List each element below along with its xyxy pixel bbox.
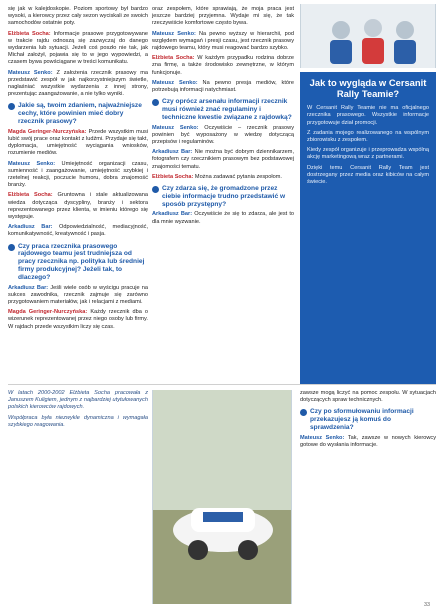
column-2 — [152, 6, 294, 229]
paragraph — [8, 70, 148, 99]
speaker-name: Elżbieta Socha: — [152, 173, 194, 180]
paragraph — [8, 192, 148, 221]
question-text: Czy oprócz arsenału informacji rzecznik musi również znać regulaminy i techniczne kwestie związane z rajdowką? — [162, 98, 292, 121]
paragraph-text: Jeśli wiele osób w wyścigu pracuje na sukces zawodnika, rzecznik zajmuje się zarówno przygotowaniem materiałów, jak i relacjami z mediami. — [8, 284, 148, 306]
speaker-name: Arkadiusz Bar: — [152, 149, 193, 156]
rally-team-photo — [300, 4, 436, 68]
paragraph: zawsze mogą liczyć na pomoc zespołu. W sytuacjach dotyczących spraw technicznych. — [300, 390, 436, 404]
info-box — [300, 72, 436, 384]
speaker-name: Mateusz Senko: — [8, 160, 56, 167]
speaker-name: Mateusz Senko: — [152, 30, 196, 37]
paragraph-text: Gruntowna i stale aktualizowana wiedza dotycząca dyscypliny, branży i sektora reprezentowanego przez klienta, w imieniu którego się występuje. — [8, 192, 148, 221]
paragraph-text: Można zadawać pytania zespołom. — [194, 173, 282, 180]
paragraph: oraz zespołem, które sprawiają, że moja praca jest jeszcze bardziej przyjemna. Wydaje mi się, że tak rzeczywiście komfortowe często bywa. — [152, 6, 294, 27]
question-bullet-icon — [8, 103, 15, 110]
paragraph-text: Oczywiście – rzecznik prasowy powinien być wyposażony w wiedzę dotyczącą przepisów i regulaminów. — [152, 124, 295, 146]
speaker-name: Mateusz Senko: — [152, 124, 199, 131]
paragraph-text: Na pewno presja mediów, które potrzebują informacji natychmiast. — [152, 79, 294, 94]
question-heading — [152, 185, 294, 208]
paragraph-text: Z założenia rzecznik prasowy ma przedstawić zespół w jak najkorzystniejszym świetle, nagłaśniać wszystkie wydarzenia z innej strony, prezentując zaangażowanie, a nie tylko wyniki. — [8, 69, 148, 98]
paragraph — [300, 435, 436, 449]
paragraph — [152, 55, 294, 77]
question-bullet-icon — [152, 99, 159, 106]
box-paragraph: W Cersanit Rally Teamie nie ma oficjalnego rzecznika prasowego. Wszystkie informacje przygotowuje dział promocji. — [307, 105, 429, 126]
speaker-name: Magda Geringer-Nurczyńska: — [8, 309, 88, 316]
paragraph — [8, 129, 148, 158]
paragraph — [8, 31, 148, 67]
question-heading — [8, 243, 148, 282]
paragraph — [152, 125, 294, 147]
paragraph-text: Odpowiedzialność, mediacyjność, komunikatywność, kreatywność i pasja. — [8, 224, 148, 238]
question-heading — [8, 102, 148, 125]
paragraph-text: Nie można być dobrym dziennikarzem, fotografem czy rzecznikiem prasowym bez podstawowej znajomości tematu. — [152, 149, 295, 170]
page-number: 33 — [424, 602, 430, 608]
paragraph — [152, 174, 294, 181]
question-heading — [300, 408, 436, 431]
team-photo-icon — [301, 4, 435, 68]
car-photo — [152, 390, 292, 604]
paragraph — [8, 309, 148, 331]
speaker-name: Mateusz Senko: — [152, 79, 198, 86]
paragraph-text: Informacje prasowe przygotowywane w trakcie rajdu odnoszą się zazwyczaj do danego wydarzenia lub sytuacji. Jeżeli coś poszło nie tak, jak Michał założył, pojawia się to w jego wypowiedzi, a czasem bywa powściągane w treści komunikatu. — [8, 30, 148, 66]
lead-text: się jak w kalejdoskopie. Poziom sportowy był bardzo wysoki, a kierowcy przez cały sezon wyciskali ze swoich samochodów ostatnie poty. — [8, 6, 148, 27]
question-text: Czy praca rzecznika prasowego rajdowego teamu jest trudniejsza od pracy rzecznika np. polityka lub średniej firmy produkcyjnej? Jeżeli tak, to dlaczego? — [18, 242, 145, 281]
paragraph — [152, 211, 294, 225]
box-paragraph: Dzięki temu Cersanit Rally Team jest dostrzegany przez media oraz kibiców na całym świecie. — [307, 164, 429, 186]
speaker-name: Mateusz Senko: — [8, 69, 53, 76]
paragraph-text: Tak, zawsze w nowych kierowcy gotowe do wysłania informacje. — [300, 434, 436, 448]
question-text: Czy po sformułowaniu informacji przekazujesz ją komuś do sprawdzenia? — [310, 408, 414, 431]
question-bullet-icon — [152, 186, 159, 193]
speaker-name: Arkadiusz Bar: — [8, 284, 49, 291]
paragraph — [8, 285, 148, 307]
paragraph — [152, 31, 294, 53]
paragraph-text: W każdym przypadku rodzina dobrze zna firmę, a także środowisko zewnętrzne, w którym funkcjonuje. — [152, 55, 295, 76]
question-bullet-icon — [8, 244, 15, 251]
question-heading — [152, 98, 294, 121]
rally-car-icon — [153, 390, 291, 604]
paragraph — [152, 80, 294, 94]
speaker-name: Mateusz Senko: — [300, 434, 345, 441]
bottom-left-text — [8, 390, 148, 432]
paragraph: Współpraca była niezwykle dynamiczna i wymagała szybkiego reagowania. — [8, 414, 148, 428]
speaker-name: Arkadiusz Bar: — [152, 211, 193, 218]
speaker-name: Elżbieta Socha: — [152, 55, 195, 62]
column-1 — [8, 6, 148, 334]
speaker-name: Magda Geringer-Nurczyńska: — [8, 128, 87, 135]
section-divider — [8, 384, 436, 385]
box-title: Jak to wygląda w Cersanit Rally Teamie? — [309, 77, 427, 99]
paragraph — [152, 149, 294, 171]
paragraph: W latach 2000-2002 Elżbieta Socha pracowała z Januszem Kuligiem, jednym z najbardziej utytułowanych polskich kierowców rajdowych. — [8, 390, 148, 411]
paragraph — [8, 224, 148, 238]
question-text: Jakie są, twoim zdaniem, najważniejsze cechy, które powinien mieć dobry rzecznik prasowy? — [18, 102, 142, 126]
paragraph-text: Każdy rzecznik dba o wizerunek reprezentowanej przez niego osoby lub firmy. W rajdach przede wszystkim liczy się czas. — [8, 309, 149, 330]
bottom-right-text — [300, 390, 436, 452]
box-paragraph: Z zadania mojego realizowanego na wspólnym zbiorowisku z zespołem. — [307, 129, 429, 143]
speaker-name: Arkadiusz Bar: — [8, 224, 53, 231]
paragraph — [8, 161, 148, 190]
paragraph-text: Przede wszystkim musi lubić swój prace oraz kontakt z ludźmi. Przydaje się takt, dyplomacja, umiejętność wyciągania wniosków, rozumienie mediów. — [8, 128, 148, 157]
question-text: Czy zdarza się, że gromadzone przez ciebie informacje trudno przedstawić w sposób przystępny? — [162, 185, 286, 208]
question-bullet-icon — [300, 409, 307, 416]
paragraph-text: Umiejętność organizacji czasu, sumienność i zaangażowanie, umiejętność szybkiej i rzetelnej reakcji, poczucie humoru, dobra znajomość branży. — [8, 160, 149, 189]
box-paragraph: Kiedy zespół organizuje i przeprowadza wspólną akcję marketingową wraz z partnerami. — [307, 147, 429, 161]
speaker-name: Elżbieta Socha: — [8, 192, 53, 199]
speaker-name: Elżbieta Socha: — [8, 30, 51, 37]
paragraph-text: Oczywiście że się to zdarza, ale jest to dla mnie wyzwanie. — [152, 211, 294, 225]
paragraph-text: Na pewno wyższy w hierarchii, pod względem wymagań i presji czasu, jest rzecznik prasowy rajdowego teamu, który musi reagować bardzo szybko. — [152, 30, 294, 52]
